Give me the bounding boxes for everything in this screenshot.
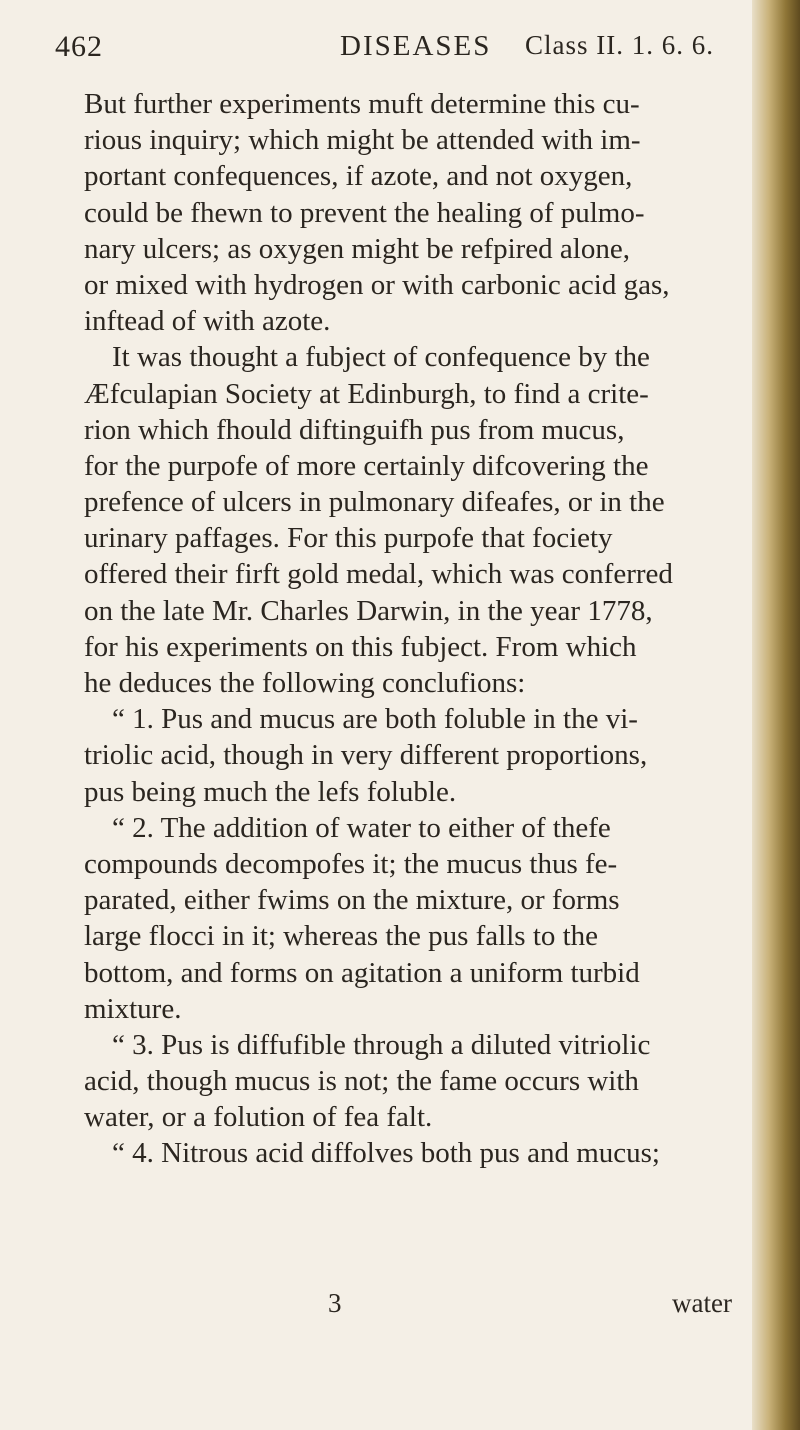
text-line: “ 3. Pus is diffufible through a diluted vitriolic: [112, 1028, 651, 1061]
text-line: Æfculapian Society at Edinburgh, to find a crite-: [84, 377, 649, 410]
text-line: for his experiments on this fubject. From which: [84, 630, 637, 663]
text-line: “ 2. The addition of water to either of thefe: [112, 811, 611, 844]
page-header: [55, 30, 755, 80]
text-line: “ 1. Pus and mucus are both foluble in the vi-: [112, 703, 638, 736]
text-line: bottom, and forms on agitation a uniform turbid: [84, 956, 640, 989]
text-line: rious inquiry; which might be attended with im-: [84, 124, 641, 157]
page-edge: [752, 0, 800, 1430]
text-line: nary ulcers; as oxygen might be refpired alone,: [84, 232, 630, 265]
text-line: urinary paffages. For this purpofe that fociety: [84, 522, 613, 555]
text-line: on the late Mr. Charles Darwin, in the year 1778,: [84, 594, 653, 627]
text-line: acid, though mucus is not; the fame occurs with: [84, 1065, 639, 1098]
page-footer: [84, 1288, 739, 1328]
text-line: triolic acid, though in very different proportions,: [84, 739, 648, 772]
catchword: water: [672, 1288, 732, 1318]
text-line: large flocci in it; whereas the pus falls to the: [84, 920, 599, 953]
text-line: for the purpofe of more certainly difcovering the: [84, 449, 649, 482]
text-line: It was thought a fubject of confequence by the: [112, 341, 650, 374]
text-line: mixture.: [84, 992, 182, 1025]
text-line: water, or a folution of fea falt.: [84, 1101, 433, 1134]
text-line: inftead of with azote.: [84, 305, 331, 338]
page-number: 462: [55, 30, 103, 63]
class-mark: Class II. 1. 6. 6.: [525, 30, 714, 60]
signature-mark: 3: [328, 1288, 342, 1318]
text-line: he deduces the following conclufions:: [84, 667, 526, 699]
text-line: “ 4. Nitrous acid diffolves both pus and mucus;: [112, 1137, 660, 1170]
body-text: [84, 86, 739, 1172]
text-line: portant confequences, if azote, and not oxygen,: [84, 160, 633, 193]
text-line: parated, either fwims on the mixture, or forms: [84, 884, 620, 917]
text-line: offered their firft gold medal, which was conferred: [84, 558, 673, 591]
text-line: could be fhewn to prevent the healing of pulmo-: [84, 196, 645, 229]
text-line: pus being much the lefs foluble.: [84, 775, 457, 808]
text-line: But further experiments muft determine this cu-: [84, 88, 640, 120]
text-line: rion which fhould diftinguifh pus from mucus,: [84, 413, 625, 446]
text-line: compounds decompofes it; the mucus thus fe-: [84, 847, 618, 880]
running-title: DISEASES: [340, 30, 492, 62]
text-line: or mixed with hydrogen or with carbonic acid gas,: [84, 268, 670, 301]
text-line: prefence of ulcers in pulmonary difeafes, or in the: [84, 486, 665, 519]
